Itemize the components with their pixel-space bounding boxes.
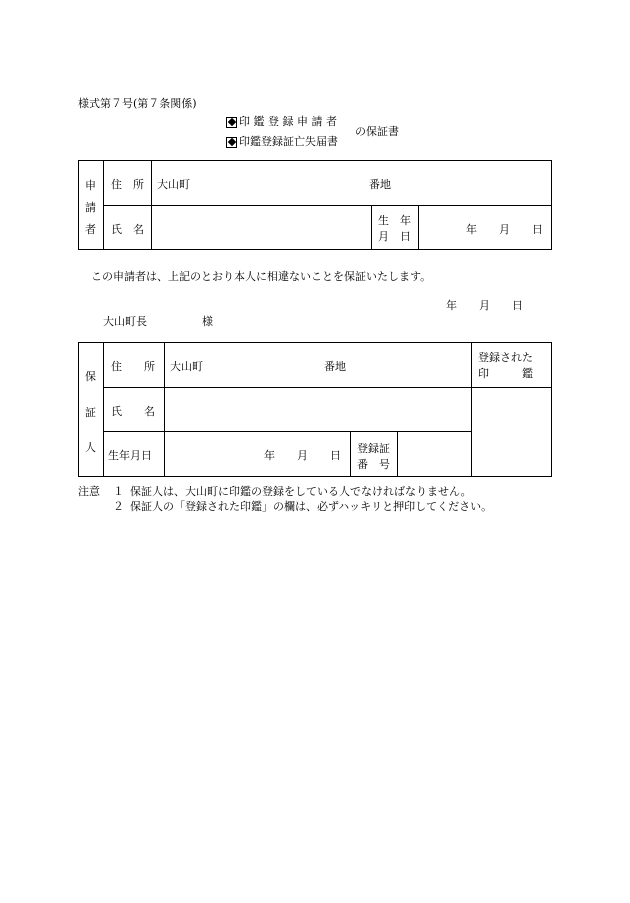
guarantor-side-label-1: 保	[85, 370, 96, 383]
checkbox-diamond-icon	[226, 117, 237, 128]
notes-label: 注意	[78, 485, 100, 498]
applicant-birth-label-bottom: 月 日	[378, 230, 411, 243]
checkbox-diamond-icon	[226, 137, 237, 148]
guarantor-side-label-3: 人	[85, 441, 96, 454]
reg-no-label-bottom: 番 号	[357, 458, 390, 471]
note-2-text: 保証人の「登録された印鑑」の欄は、必ずハッキリと押印してください。	[130, 500, 493, 513]
applicant-address-value[interactable]: 大山町	[157, 178, 190, 191]
note-2-number: ２	[113, 500, 124, 513]
seal-stamp-area[interactable]	[476, 392, 546, 472]
applicant-name-label: 氏 名	[111, 223, 144, 236]
guarantor-name-label: 氏 名	[111, 405, 155, 418]
applicant-side-label-2: 請	[85, 201, 96, 214]
seal-label-bottom: 印 鑑	[478, 367, 533, 380]
seal-label-top: 登録された	[478, 351, 533, 364]
applicant-birth-label-top: 生 年	[378, 214, 411, 227]
note-1-text: 保証人は、大山町に印鑑の登録をしている人でなければなりません。	[130, 485, 472, 498]
note-1-number: １	[113, 485, 124, 498]
applicant-side-label-3: 者	[85, 223, 96, 236]
applicant-banchi: 番地	[369, 178, 391, 191]
guarantor-side-label-2: 証	[85, 406, 96, 419]
guarantor-address-label: 住 所	[111, 360, 155, 373]
applicant-side-label-1: 申	[85, 179, 96, 192]
guarantee-statement: この申請者は、上記のとおり本人に相違ないことを保証いたします。	[91, 270, 432, 283]
applicant-birth-value[interactable]: 年 月 日	[466, 223, 543, 236]
guarantor-birth-value[interactable]: 年 月 日	[264, 449, 341, 462]
form-number: 様式第７号(第７条関係)	[78, 97, 197, 110]
date-line[interactable]: 年 月 日	[446, 299, 523, 312]
guarantor-banchi: 番地	[324, 360, 346, 373]
title-option-lost-card: 印鑑登録証亡失届書	[226, 133, 338, 149]
title-option-applicant: 印 鑑 登 録 申 請 者	[226, 113, 337, 129]
reg-no-label-top: 登録証	[357, 442, 390, 455]
addressee: 大山町長 様	[103, 315, 213, 328]
guarantor-birth-label: 生年月日	[108, 449, 152, 462]
guarantor-address-value[interactable]: 大山町	[170, 360, 203, 373]
guarantor-name-field[interactable]	[170, 392, 465, 426]
applicant-address-label: 住 所	[111, 178, 144, 191]
applicant-name-field[interactable]	[158, 210, 368, 246]
title-suffix: の保証書	[355, 125, 399, 138]
reg-no-field[interactable]	[402, 436, 466, 472]
